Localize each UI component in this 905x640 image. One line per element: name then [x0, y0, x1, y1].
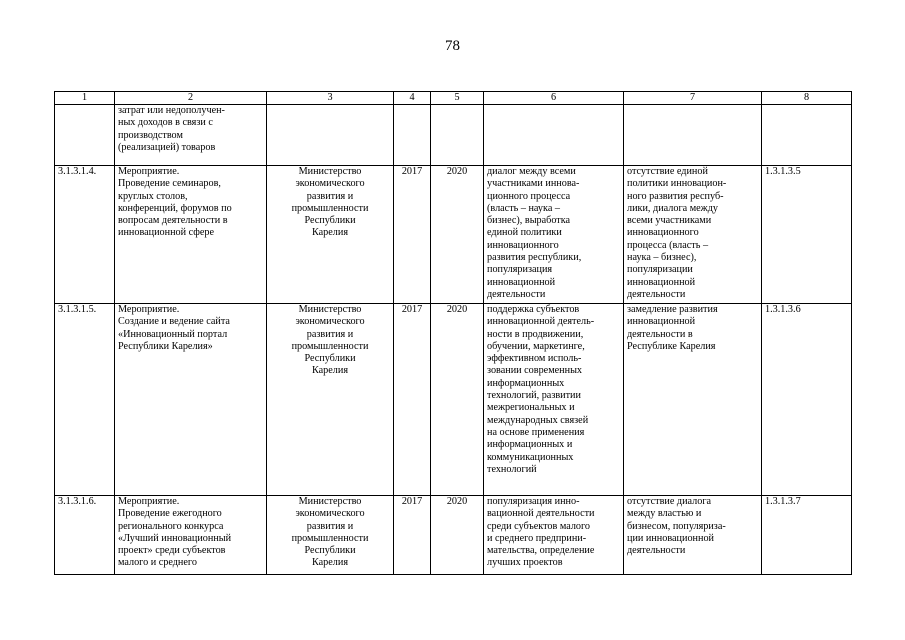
expected-result-line: инновационного	[487, 239, 559, 251]
event-description-line: вопросам деятельности в	[118, 215, 228, 227]
page-number: 78	[445, 38, 460, 54]
row-code: 3.1.3.1.6.	[58, 496, 97, 507]
event-description-line: Мероприятие.	[118, 304, 180, 315]
row-code: 3.1.3.1.5.	[58, 304, 97, 315]
expected-result-line: ционного процесса	[487, 190, 571, 202]
start-year: 2017	[401, 166, 423, 177]
event-description-line: проект» среди субъектов	[118, 545, 226, 557]
expected-result-line: среди субъектов малого	[487, 520, 591, 532]
expected-result-line: технологий	[487, 463, 537, 475]
responsible-executor-line: Министерство	[298, 166, 362, 177]
non-implementation-consequences-line: между властью и	[627, 508, 702, 520]
responsible-executor-line: развития и	[306, 190, 354, 202]
event-description-line: конференций, форумов по	[118, 202, 232, 214]
responsible-executor-cell	[267, 496, 394, 575]
non-implementation-consequences-line: Республике Карелия	[627, 340, 716, 352]
start-year-cell	[394, 105, 431, 166]
non-implementation-consequences-cell	[624, 166, 762, 304]
event-description-line: Проведение ежегодного	[118, 508, 222, 520]
measures-table	[54, 91, 852, 575]
responsible-executor-line: развития и	[306, 520, 354, 532]
column-header: 6	[484, 92, 624, 105]
expected-result-line: (власть – наука –	[487, 202, 560, 214]
expected-result-line: единой политики	[487, 227, 562, 239]
row-code-cell	[55, 105, 115, 166]
event-description-line: Республики Карелия»	[118, 340, 213, 352]
responsible-executor-cell	[267, 166, 394, 304]
expected-result-cell	[484, 166, 624, 304]
event-description-line: (реализацией) товаров	[118, 141, 216, 153]
non-implementation-consequences-line: деятельности	[627, 288, 686, 300]
indicator-link-cell	[762, 166, 852, 304]
indicator-link-cell	[762, 496, 852, 575]
event-description-cell	[115, 166, 267, 304]
responsible-executor-line: экономического	[295, 178, 365, 190]
expected-result-line: межрегиональных и	[487, 402, 575, 414]
table-row	[55, 496, 852, 575]
expected-result-line: информационных и	[487, 439, 573, 451]
expected-result-line: деятельности	[487, 288, 546, 300]
event-description-line: «Лучший инновационный	[118, 532, 232, 544]
row-code-cell	[55, 166, 115, 304]
expected-result-line: поддержка субъектов	[487, 304, 580, 315]
column-header: 2	[115, 92, 267, 105]
expected-result-cell	[484, 304, 624, 496]
non-implementation-consequences-line: процесса (власть –	[627, 239, 709, 251]
expected-result-line: и среднего предприни-	[487, 532, 587, 544]
responsible-executor-cell	[267, 304, 394, 496]
expected-result-line: зовании современных	[487, 365, 583, 377]
row-code-cell	[55, 304, 115, 496]
expected-result-line: бизнес), выработка	[487, 215, 571, 227]
non-implementation-consequences-line: ного развития респуб-	[627, 190, 724, 202]
responsible-executor-line: экономического	[295, 508, 365, 520]
expected-result-line: технологий, развитии	[487, 390, 581, 402]
non-implementation-consequences-cell	[624, 105, 762, 166]
responsible-executor-line: промышленности	[291, 340, 369, 352]
event-description-line: Создание и ведение сайта	[118, 316, 230, 328]
non-implementation-consequences-line: инновационного	[627, 227, 699, 239]
column-header: 3	[267, 92, 394, 105]
indicator-link-cell	[762, 105, 852, 166]
responsible-executor-line: Карелия	[311, 557, 349, 569]
non-implementation-consequences-line: политики инновацион-	[627, 178, 727, 190]
non-implementation-consequences-line: инновационной	[627, 276, 696, 288]
expected-result-cell	[484, 496, 624, 575]
responsible-executor-line: развития и	[306, 328, 354, 340]
responsible-executor-line: Министерство	[298, 304, 362, 315]
event-description-line: круглых столов,	[118, 190, 188, 202]
event-description-cell	[115, 304, 267, 496]
non-implementation-consequences-line: отсутствие единой	[627, 166, 708, 177]
expected-result-line: информационных	[487, 377, 565, 389]
end-year: 2020	[446, 304, 468, 315]
table-row	[55, 304, 852, 496]
expected-result-line: эффективном исполь-	[487, 353, 582, 365]
column-header: 5	[431, 92, 484, 105]
expected-result-line: мательства, определение	[487, 545, 595, 557]
responsible-executor-line: Республики	[304, 353, 356, 365]
non-implementation-consequences-line: деятельности в	[627, 328, 693, 340]
expected-result-line: на основе применения	[487, 426, 585, 438]
expected-result-line: обучении, маркетинге,	[487, 340, 585, 352]
event-description-line: ных доходов в связи с	[118, 117, 213, 129]
responsible-executor-line: промышленности	[291, 202, 369, 214]
column-header: 4	[394, 92, 431, 105]
responsible-executor-line: Республики	[304, 215, 356, 227]
expected-result-line: развития республики,	[487, 252, 582, 264]
non-implementation-consequences-line: лики, диалога между	[627, 202, 718, 214]
responsible-executor-line: промышленности	[291, 532, 369, 544]
start-year-cell	[394, 304, 431, 496]
expected-result-cell	[484, 105, 624, 166]
responsible-executor-line: Министерство	[298, 496, 362, 507]
non-implementation-consequences-line: наука – бизнес),	[627, 252, 697, 264]
end-year: 2020	[446, 496, 468, 507]
non-implementation-consequences-cell	[624, 304, 762, 496]
non-implementation-consequences-line: замедление развития	[627, 304, 718, 315]
responsible-executor-cell	[267, 105, 394, 166]
expected-result-line: популяризация	[487, 264, 553, 276]
responsible-executor-line: Карелия	[311, 227, 349, 239]
indicator-link: 1.3.1.3.6	[765, 304, 801, 315]
end-year-cell	[431, 304, 484, 496]
indicator-link-cell	[762, 304, 852, 496]
expected-result-line: международных связей	[487, 414, 589, 426]
expected-result-line: вационной деятельности	[487, 508, 595, 520]
event-description-line: «Инновационный портал	[118, 328, 228, 340]
start-year-cell	[394, 166, 431, 304]
event-description-line: Проведение семинаров,	[118, 178, 221, 190]
column-header: 8	[762, 92, 852, 105]
table-row	[55, 105, 852, 166]
column-header: 7	[624, 92, 762, 105]
responsible-executor-line: Республики	[304, 545, 356, 557]
expected-result-line: инновационной	[487, 276, 556, 288]
event-description-cell	[115, 496, 267, 575]
expected-result-line: популяризация инно-	[487, 496, 580, 507]
responsible-executor-line: Карелия	[311, 365, 349, 377]
responsible-executor-line: экономического	[295, 316, 365, 328]
indicator-link: 1.3.1.3.7	[765, 496, 801, 507]
non-implementation-consequences-line: бизнесом, популяриза-	[627, 520, 726, 532]
non-implementation-consequences-line: ции инновационной	[627, 532, 714, 544]
expected-result-line: коммуникационных	[487, 451, 574, 463]
row-code: 3.1.3.1.4.	[58, 166, 97, 177]
expected-result-line: участниками иннова-	[487, 178, 580, 190]
event-description-line: Мероприятие.	[118, 166, 180, 177]
expected-result-line: инновационной деятель-	[487, 316, 595, 328]
column-number-row	[55, 92, 852, 105]
non-implementation-consequences-line: всеми участниками	[627, 215, 712, 227]
non-implementation-consequences-line: инновационной	[627, 316, 696, 328]
column-header: 1	[55, 92, 115, 105]
event-description-cell	[115, 105, 267, 166]
start-year: 2017	[401, 304, 423, 315]
non-implementation-consequences-line: популяризации	[627, 264, 693, 276]
non-implementation-consequences-line: отсутствие диалога	[627, 496, 712, 507]
expected-result-line: диалог между всеми	[487, 166, 576, 177]
expected-result-line: ности в продвижении,	[487, 328, 584, 340]
start-year-cell	[394, 496, 431, 575]
non-implementation-consequences-line: деятельности	[627, 545, 686, 557]
start-year: 2017	[401, 496, 423, 507]
event-description-line: малого и среднего	[118, 557, 197, 569]
non-implementation-consequences-cell	[624, 496, 762, 575]
end-year-cell	[431, 105, 484, 166]
event-description-line: Мероприятие.	[118, 496, 180, 507]
end-year-cell	[431, 496, 484, 575]
end-year: 2020	[446, 166, 468, 177]
end-year-cell	[431, 166, 484, 304]
indicator-link: 1.3.1.3.5	[765, 166, 801, 177]
table-row	[55, 166, 852, 304]
event-description-line: производством	[118, 129, 183, 141]
event-description-line: регионального конкурса	[118, 520, 224, 532]
expected-result-line: лучших проектов	[487, 557, 563, 569]
event-description-line: затрат или недополучен-	[118, 105, 225, 116]
event-description-line: инновационной сфере	[118, 227, 215, 239]
row-code-cell	[55, 496, 115, 575]
